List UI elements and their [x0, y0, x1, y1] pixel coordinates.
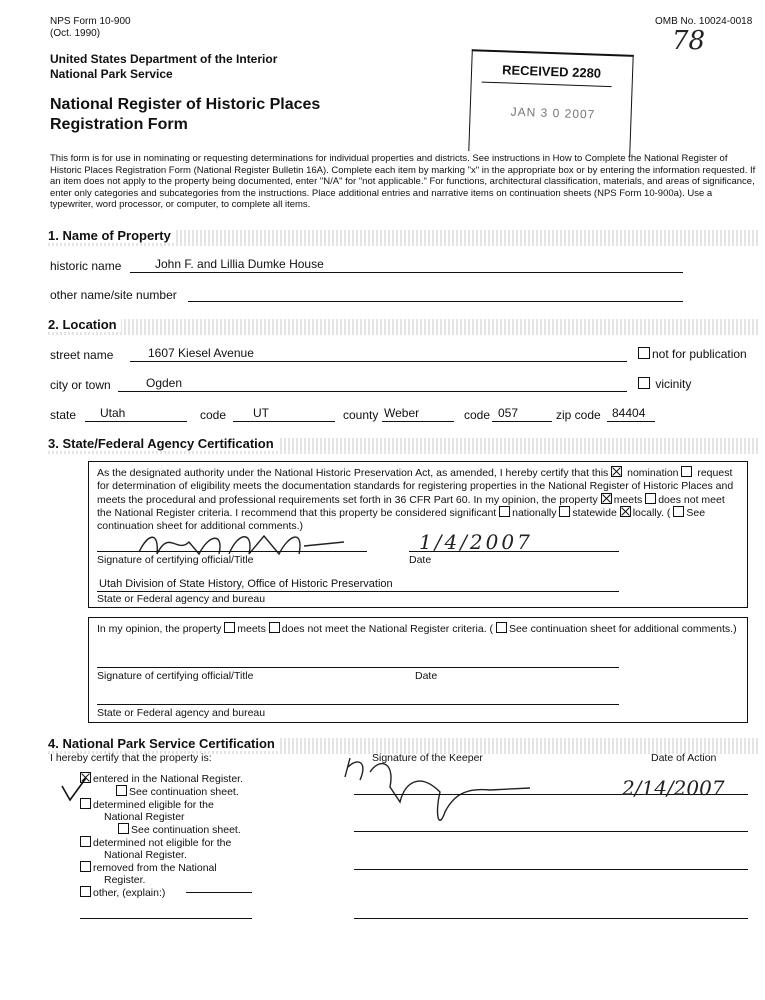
option-eligible[interactable]: determined eligible for the [80, 798, 284, 811]
historic-name-field[interactable] [130, 256, 683, 273]
vicinity-label: vicinity [655, 377, 692, 391]
action-date-label: Date of Action [651, 752, 717, 764]
state-label: state [50, 408, 77, 422]
check-mark-icon [60, 776, 90, 804]
section-3-heading: 3. State/Federal Agency Certification [48, 436, 758, 456]
statewide-checkbox[interactable] [559, 506, 570, 517]
other-checkbox[interactable] [80, 886, 91, 897]
nomination-checkbox[interactable] [611, 466, 622, 477]
opinion-meets-checkbox[interactable] [224, 622, 235, 633]
not-eligible-line2: National Register. [104, 849, 187, 861]
other-name-field[interactable] [188, 285, 683, 302]
county-label: county [343, 408, 379, 422]
removed-line2: Register. [104, 874, 146, 886]
continuation-checkbox[interactable] [673, 506, 684, 517]
received-stamp [468, 49, 633, 157]
not-for-publication[interactable] [638, 347, 747, 361]
form-number: NPS Form 10-900 [50, 16, 131, 27]
agency-label: State or Federal agency and bureau [97, 593, 266, 605]
not-eligible-checkbox[interactable] [80, 836, 91, 847]
agency-name: National Park Service [50, 67, 173, 81]
county-code-value: 057 [498, 406, 519, 420]
signature2-label: Signature of certifying official/Title [97, 670, 254, 682]
opinion-text: In my opinion, the property meets does not meet the National Register criteria. ( See continuation sheet for additional comments.) [97, 623, 737, 635]
city-label: city or town [50, 378, 111, 392]
historic-name-value: John F. and Lillia Dumke House [155, 257, 324, 271]
county-value: Weber [384, 406, 420, 420]
keeper-label: Signature of the Keeper [372, 752, 483, 764]
state-value: Utah [100, 406, 126, 420]
state-field[interactable] [85, 405, 187, 422]
handwritten-number: 78 [672, 26, 706, 56]
agency-value: Utah Division of State History, Office of Historic Preservation [99, 578, 393, 590]
keeper-signature [340, 752, 540, 842]
other-name-label: other name/site number [50, 288, 177, 302]
section-1-heading: 1. Name of Property [48, 228, 758, 248]
nationally-checkbox[interactable] [499, 506, 510, 517]
opinion-continuation-checkbox[interactable] [496, 622, 507, 633]
date2-label: Date [415, 670, 438, 682]
nps-intro: I hereby certify that the property is: [50, 752, 212, 764]
option-see1[interactable]: See continuation sheet. [116, 785, 284, 798]
form-date: (Oct. 1990) [50, 28, 101, 39]
request-checkbox[interactable] [681, 466, 692, 477]
state-code-label: code [200, 408, 227, 422]
option-entered[interactable]: entered in the National Register. [80, 772, 284, 785]
not-for-publication-label: not for publication [652, 347, 747, 361]
county-code-label: code [464, 408, 491, 422]
form-title-line1: National Register of Historic Places [50, 96, 321, 113]
state-code-field[interactable] [233, 405, 335, 422]
option-other[interactable]: other, (explain:) [80, 886, 284, 899]
street-label: street name [50, 348, 114, 362]
nps-options [64, 772, 284, 899]
omb-number: OMB No. 10024-0018 [655, 16, 753, 27]
state-certification-box [88, 461, 748, 608]
county-field[interactable] [382, 405, 454, 422]
opinion-box [88, 617, 748, 723]
form-title-line2: Registration Form [50, 116, 188, 133]
certification-text: As the designated authority under the National Historic Preservation Act, as amended, I hereby certify that this nomination request for determination of eligibility meets the documentation standards for registering properties in the National Register of Historic Places and meets the procedural and professional requirements set forth in 36 CFR Part 60. In my opinion, the property meets does not meet the National Register criteria. I recommend that this property be considered significant nationally statewide locally. ( See continuation sheet for additional comments.) [97, 467, 734, 533]
option-removed[interactable]: removed from the National [80, 861, 284, 874]
does-not-meet-checkbox[interactable] [645, 493, 656, 504]
option-see2[interactable]: See continuation sheet. [118, 823, 284, 836]
see1-checkbox[interactable] [116, 785, 127, 796]
opinion-not-meet-checkbox[interactable] [269, 622, 280, 633]
not-for-publication-checkbox[interactable] [638, 347, 650, 359]
removed-checkbox[interactable] [80, 861, 91, 872]
state-code-value: UT [253, 406, 269, 420]
section-2-heading: 2. Location [48, 317, 758, 337]
street-value: 1607 Kiesel Avenue [148, 346, 254, 360]
section-4-heading: 4. National Park Service Certification [48, 736, 758, 756]
received-date: JAN 3 0 2007 [510, 104, 596, 122]
street-field[interactable] [130, 345, 627, 362]
action-date: 2/14/2007 [622, 776, 725, 800]
received-label: RECEIVED 2280 [501, 62, 602, 81]
eligible-line2: National Register [104, 811, 185, 823]
historic-name-label: historic name [50, 259, 122, 273]
see2-checkbox[interactable] [118, 823, 129, 834]
vicinity[interactable] [638, 377, 691, 391]
agency2-label: State or Federal agency and bureau [97, 707, 266, 719]
vicinity-checkbox[interactable] [638, 377, 650, 389]
city-field[interactable] [118, 375, 627, 392]
county-code-field[interactable] [492, 405, 552, 422]
date-label: Date [409, 554, 432, 566]
zip-value: 84404 [612, 406, 646, 420]
locally-checkbox[interactable] [620, 506, 631, 517]
signature-date: 1/4/2007 [419, 530, 533, 554]
option-not-eligible[interactable]: determined not eligible for the [80, 836, 284, 849]
zip-label: zip code [556, 408, 601, 422]
city-value: Ogden [146, 376, 183, 390]
signature-label: Signature of certifying official/Title [97, 554, 254, 566]
instructions: This form is for use in nominating or requesting determinations for individual properties and districts. See instructions in How to Complete the National Register of Historic Places Registration Form (National Register Bulletin 16A). Complete each item by marking "x" in the appropriate box or by entering the information requested. If an item does not apply to the property being documented, enter "N/A" for "not applicable." For functions, architectural classification, materials, and areas of significance, enter only categories and subcategories from the instructions. Place additional entries and narrative items on continuation sheets (NPS Form 10-900a). Use a typewriter, word processor, or computer, to complete all items. [50, 153, 756, 210]
zip-field[interactable] [607, 405, 655, 422]
meets-checkbox[interactable] [601, 493, 612, 504]
department-name: United States Department of the Interior [50, 52, 278, 66]
